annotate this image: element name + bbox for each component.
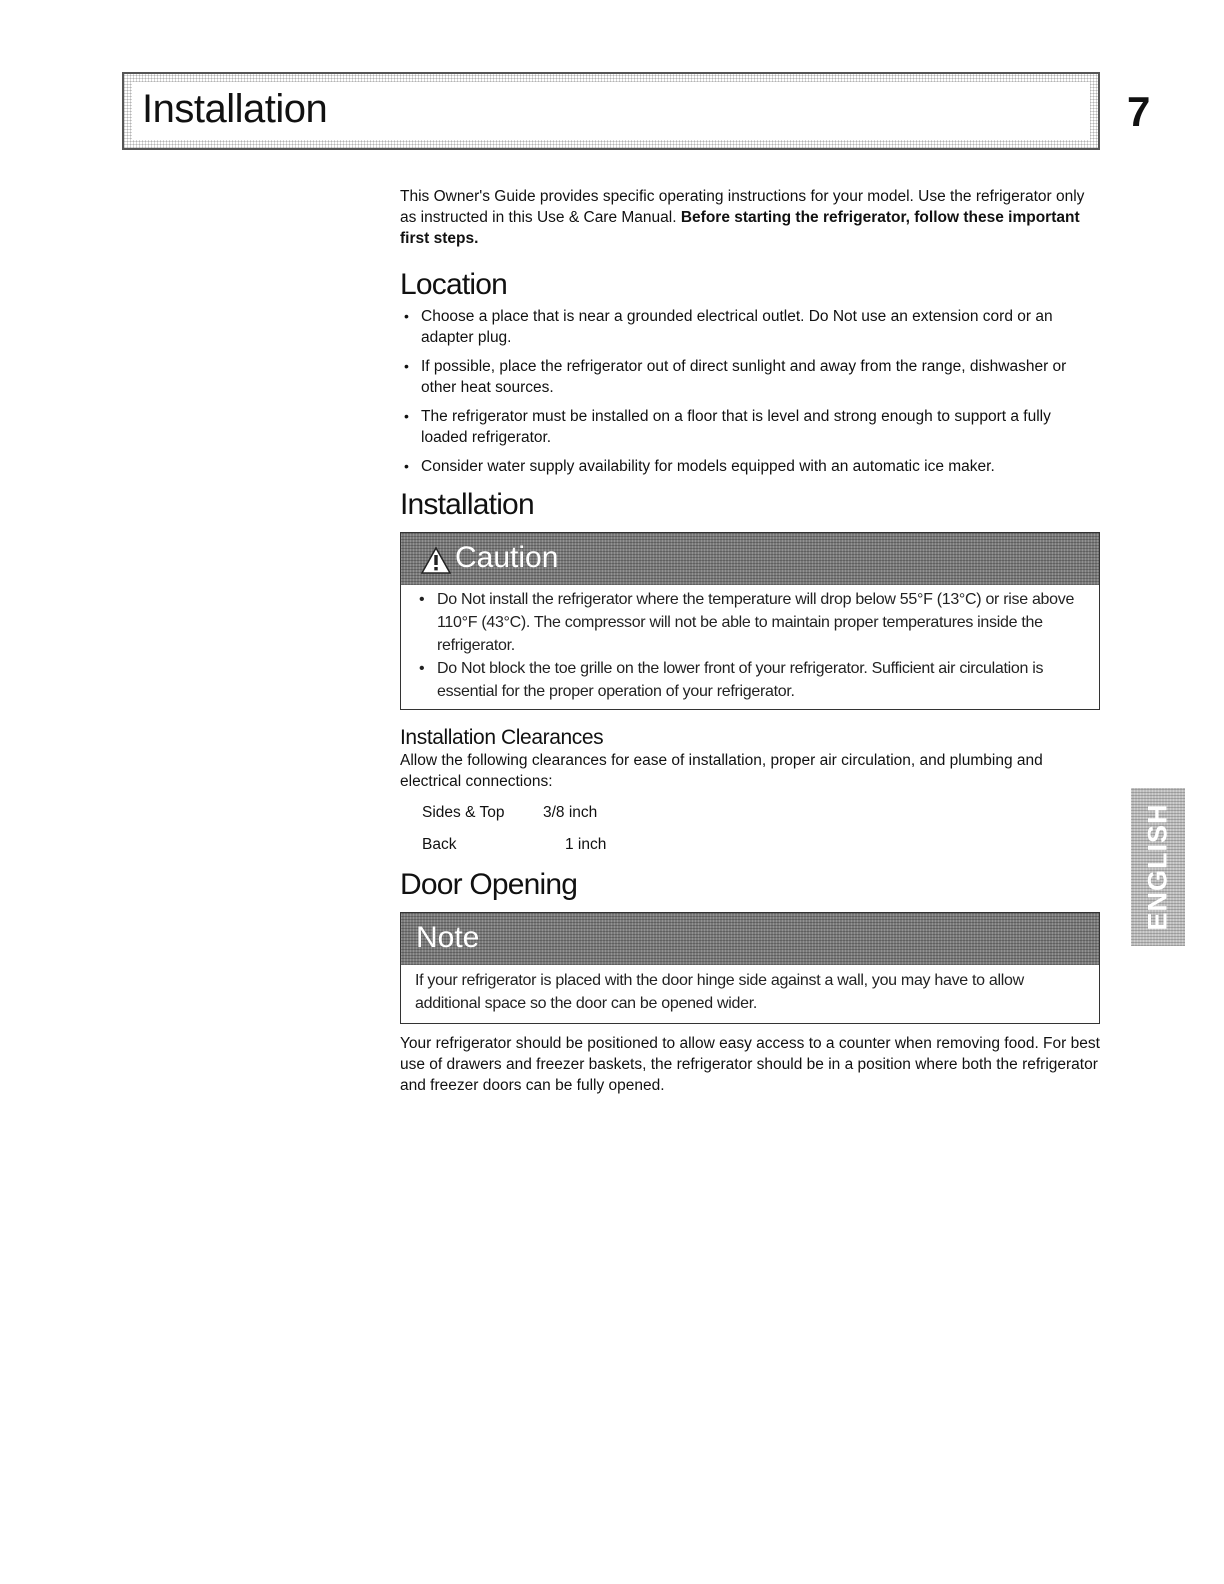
installation-heading: Installation: [400, 488, 534, 521]
caution-box: [400, 532, 1100, 710]
caution-item: • Do Not install the refrigerator where the temperature will drop below 55°F (13°C) or rise above 110°F (43°C). The compressor will not be able to maintain proper temperatures inside the refrigerator.: [417, 588, 1079, 657]
main-content: [400, 186, 1100, 1096]
location-list: [400, 306, 1100, 477]
intro-text: This Owner's Guide provides specific operating instructions for your model. Use the refrigerator only as instructed in this Use & Care Manual.: [400, 188, 1085, 226]
intro-paragraph: [400, 186, 1100, 249]
location-item: • If possible, place the refrigerator out of direct sunlight and away from the range, dishwasher or other heat sources.: [400, 356, 1100, 398]
caution-list: [417, 588, 1079, 703]
clearance-row: [422, 836, 1100, 868]
note-header: [401, 913, 1099, 965]
caution-label: Caution: [455, 541, 559, 574]
clearances-heading: Installation Clearances: [400, 726, 604, 749]
clearance-value: 3/8 inch: [543, 804, 598, 821]
clearance-label: Back: [422, 836, 457, 853]
header-bar: [122, 72, 1100, 150]
warning-triangle-icon: [421, 547, 451, 574]
note-label: Note: [416, 921, 480, 954]
language-tab-label: ENGLISH: [1142, 803, 1173, 931]
clearances-table: [422, 804, 1100, 868]
page-number: 7: [1127, 88, 1151, 135]
caution-body: [401, 585, 1099, 709]
caution-item: • Do Not block the toe grille on the lower front of your refrigerator. Sufficient air circulation is essential for the proper operation of your refrigerator.: [417, 657, 1079, 703]
page-title: Installation: [142, 87, 328, 131]
door-opening-heading: Door Opening: [400, 868, 578, 901]
clearance-label: Sides & Top: [422, 804, 505, 821]
language-tab: [1131, 788, 1185, 946]
clearance-row: [422, 804, 1100, 836]
location-item: • The refrigerator must be installed on a floor that is level and strong enough to support a fully loaded refrigerator.: [400, 406, 1100, 448]
location-item: • Choose a place that is near a grounded electrical outlet. Do Not use an extension cord or an adapter plug.: [400, 306, 1100, 348]
clearance-value: 1 inch: [565, 836, 607, 853]
location-item: • Consider water supply availability for models equipped with an automatic ice maker.: [400, 456, 1100, 477]
note-body: If your refrigerator is placed with the door hinge side against a wall, you may have to allow additional space so the door can be opened wider.: [415, 972, 1024, 1012]
header-inner: [132, 82, 1090, 140]
intro-bold-text: Before starting the refrigerator, follow these important first steps.: [400, 209, 1080, 247]
location-heading: Location: [400, 268, 508, 301]
door-opening-text: Your refrigerator should be positioned to allow easy access to a counter when removing food. For best use of drawers and freezer baskets, the refrigerator should be in a position where both the refrigerator and freezer doors can be fully opened.: [400, 1035, 1100, 1094]
caution-header: [401, 533, 1099, 585]
note-box: [400, 912, 1100, 1024]
clearances-text: Allow the following clearances for ease of installation, proper air circulation, and plumbing and electrical connections:: [400, 752, 1043, 790]
